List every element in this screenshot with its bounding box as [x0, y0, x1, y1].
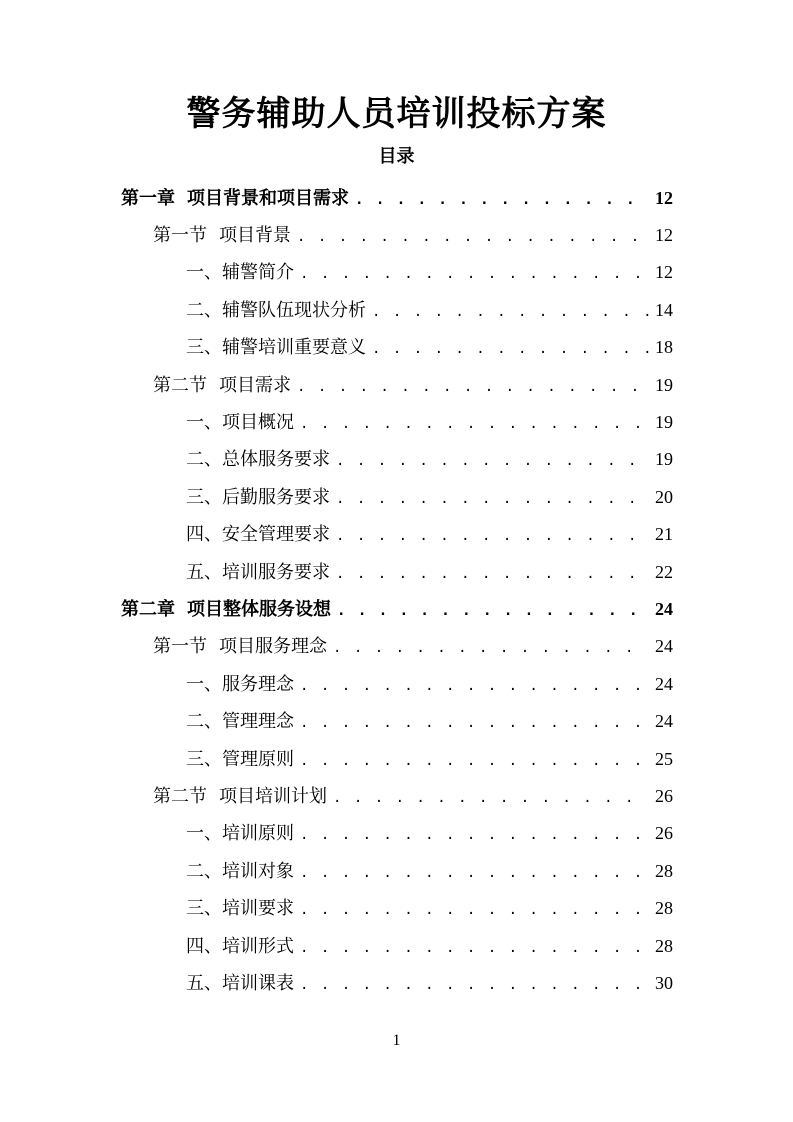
toc-entry[interactable]: [0, 255, 793, 292]
toc-entry-page: 19: [655, 449, 673, 470]
toc-entry-page: 24: [655, 673, 673, 694]
toc-entry-label: 管理理念: [222, 711, 294, 733]
toc-entry-number: 四、: [186, 524, 222, 546]
toc-entry-page: 24: [655, 598, 673, 619]
toc-entry-page: 28: [655, 860, 673, 881]
toc-entry[interactable]: [0, 591, 793, 628]
toc-dot-leader: [336, 449, 649, 473]
toc-entry[interactable]: [0, 629, 793, 666]
toc-dot-leader: [300, 936, 649, 960]
toc-entry-number: 第二节: [153, 785, 207, 807]
toc-entry[interactable]: [0, 292, 793, 329]
toc-entry-title: [186, 935, 294, 959]
toc-entry-label: 培训形式: [222, 935, 294, 957]
toc-entry-title: [186, 336, 366, 360]
toc-dot-leader: [300, 823, 649, 847]
toc-entry-number: 二、: [186, 860, 222, 882]
toc-entry-number: 一、: [186, 673, 222, 695]
toc-entry-title: [186, 261, 294, 285]
toc-dot-leader: [336, 487, 649, 511]
toc-entry-number: 第二节: [153, 374, 207, 396]
toc-entry-number: 五、: [186, 972, 222, 994]
toc-entry[interactable]: [0, 703, 793, 740]
toc-entry[interactable]: [0, 853, 793, 890]
toc-entry-number: 第一节: [153, 636, 207, 658]
toc-dot-leader: [337, 599, 649, 623]
toc-entry-title: [153, 224, 291, 248]
toc-dot-leader: [300, 973, 649, 997]
toc-entry-number: 一、: [186, 412, 222, 434]
toc-dot-leader: [333, 786, 649, 810]
toc-dot-leader: [300, 898, 649, 922]
toc-entry-label: 项目服务理念: [219, 636, 327, 658]
toc-entry-label: 培训要求: [222, 898, 294, 920]
toc-entry-page: 12: [655, 187, 673, 208]
toc-entry[interactable]: [0, 330, 793, 367]
toc-entry-title: [186, 561, 330, 585]
toc-entry-number: 四、: [186, 935, 222, 957]
toc-entry-title: [186, 822, 294, 846]
toc-entry-label: 培训对象: [222, 860, 294, 882]
toc-entry-label: 安全管理要求: [222, 524, 330, 546]
toc-entry[interactable]: [0, 442, 793, 479]
toc-entry-label: 辅警队伍现状分析: [222, 299, 366, 321]
toc-entry-label: 项目背景和项目需求: [187, 187, 349, 209]
toc-entry-page: 26: [655, 785, 673, 806]
toc-entry-title: [153, 785, 327, 809]
toc-dot-leader: [297, 225, 649, 249]
toc-entry-number: 三、: [186, 486, 222, 508]
toc-entry-title: [153, 374, 291, 398]
toc-entry-label: 服务理念: [222, 673, 294, 695]
toc-entry-number: 二、: [186, 299, 222, 321]
toc-entry[interactable]: [0, 554, 793, 591]
toc-dot-leader: [333, 636, 649, 660]
toc-entry-label: 培训课表: [222, 972, 294, 994]
toc-entry-label: 后勤服务要求: [222, 486, 330, 508]
toc-entry-page: 12: [655, 225, 673, 246]
toc-dot-leader: [297, 375, 649, 399]
toc-entry[interactable]: [0, 367, 793, 404]
toc-entry-number: 第一节: [153, 225, 207, 247]
toc-entry-page: 24: [655, 636, 673, 657]
toc-entry-label: 项目背景: [219, 225, 291, 247]
toc-entry-page: 28: [655, 898, 673, 919]
toc-entry-title: [186, 486, 330, 510]
toc-entry-label: 项目整体服务设想: [187, 598, 331, 620]
toc-entry-page: 18: [655, 337, 673, 358]
toc-dot-leader: [336, 524, 649, 548]
toc-entry-title: [186, 448, 330, 472]
toc-dot-leader: [300, 861, 649, 885]
toc-entry-label: 培训服务要求: [222, 561, 330, 583]
toc-entry[interactable]: [0, 180, 793, 217]
toc-entry-label: 项目概况: [222, 412, 294, 434]
toc-entry-title: [186, 897, 294, 921]
toc-entry-number: 二、: [186, 449, 222, 471]
page-number: 1: [392, 1032, 401, 1049]
toc-entry-page: 25: [655, 748, 673, 769]
toc-entry-label: 培训原则: [222, 823, 294, 845]
toc-entry[interactable]: [0, 965, 793, 1002]
toc-entry-number: 一、: [186, 823, 222, 845]
toc-entry-label: 总体服务要求: [222, 449, 330, 471]
toc-entry-page: 24: [655, 711, 673, 732]
toc-dot-leader: [355, 188, 649, 212]
toc-entry[interactable]: [0, 741, 793, 778]
toc-entry-page: 14: [655, 299, 673, 320]
toc-entry-number: 三、: [186, 898, 222, 920]
toc-entry-title: [121, 187, 349, 211]
toc-dot-leader: [300, 749, 649, 773]
toc-entry-title: [153, 635, 327, 659]
toc-entry-number: 三、: [186, 748, 222, 770]
toc-entry[interactable]: [0, 404, 793, 441]
toc-entry-number: 一、: [186, 262, 222, 284]
toc-entry-title: [186, 673, 294, 697]
toc-entry-title: [186, 411, 294, 435]
toc-entry[interactable]: [0, 890, 793, 927]
toc-entry-title: [186, 748, 294, 772]
toc-entry-page: 19: [655, 374, 673, 395]
toc-entry-page: 20: [655, 486, 673, 507]
toc-entry[interactable]: [0, 816, 793, 853]
toc-entry[interactable]: [0, 217, 793, 254]
toc-dot-leader: [300, 674, 649, 698]
toc-entry-label: 项目培训计划: [219, 785, 327, 807]
toc-entry-page: 26: [655, 823, 673, 844]
toc-dot-leader: [300, 711, 649, 735]
toc-entry-title: [186, 299, 366, 323]
toc-dot-leader: [372, 337, 649, 361]
toc-entry-title: [186, 523, 330, 547]
toc-entry-page: 19: [655, 412, 673, 433]
toc-entry-title: [121, 598, 331, 622]
toc-entry-number: 第二章: [121, 598, 175, 620]
toc-entry[interactable]: [0, 479, 793, 516]
toc-entry-page: 12: [655, 262, 673, 283]
toc-entry-label: 辅警培训重要意义: [222, 337, 366, 359]
toc-entry[interactable]: [0, 928, 793, 965]
toc-entry[interactable]: [0, 517, 793, 554]
toc-entry-page: 28: [655, 935, 673, 956]
toc-entry-label: 管理原则: [222, 748, 294, 770]
toc-entry-number: 五、: [186, 561, 222, 583]
document-title: 警务辅助人员培训投标方案: [186, 94, 607, 134]
toc-dot-leader: [372, 300, 649, 324]
toc-entry-title: [186, 710, 294, 734]
toc-dot-leader: [300, 412, 649, 436]
toc-entry[interactable]: [0, 778, 793, 815]
table-of-contents: [0, 180, 793, 1003]
toc-entry-page: 21: [655, 524, 673, 545]
toc-heading: 目录: [378, 146, 415, 167]
toc-entry-label: 辅警简介: [222, 262, 294, 284]
toc-entry-page: 30: [655, 972, 673, 993]
toc-entry-number: 二、: [186, 711, 222, 733]
toc-dot-leader: [300, 262, 649, 286]
toc-entry-page: 22: [655, 561, 673, 582]
toc-entry[interactable]: [0, 666, 793, 703]
toc-entry-title: [186, 860, 294, 884]
toc-entry-number: 第一章: [121, 187, 175, 209]
toc-entry-number: 三、: [186, 337, 222, 359]
toc-entry-title: [186, 972, 294, 996]
toc-entry-label: 项目需求: [219, 374, 291, 396]
toc-dot-leader: [336, 562, 649, 586]
